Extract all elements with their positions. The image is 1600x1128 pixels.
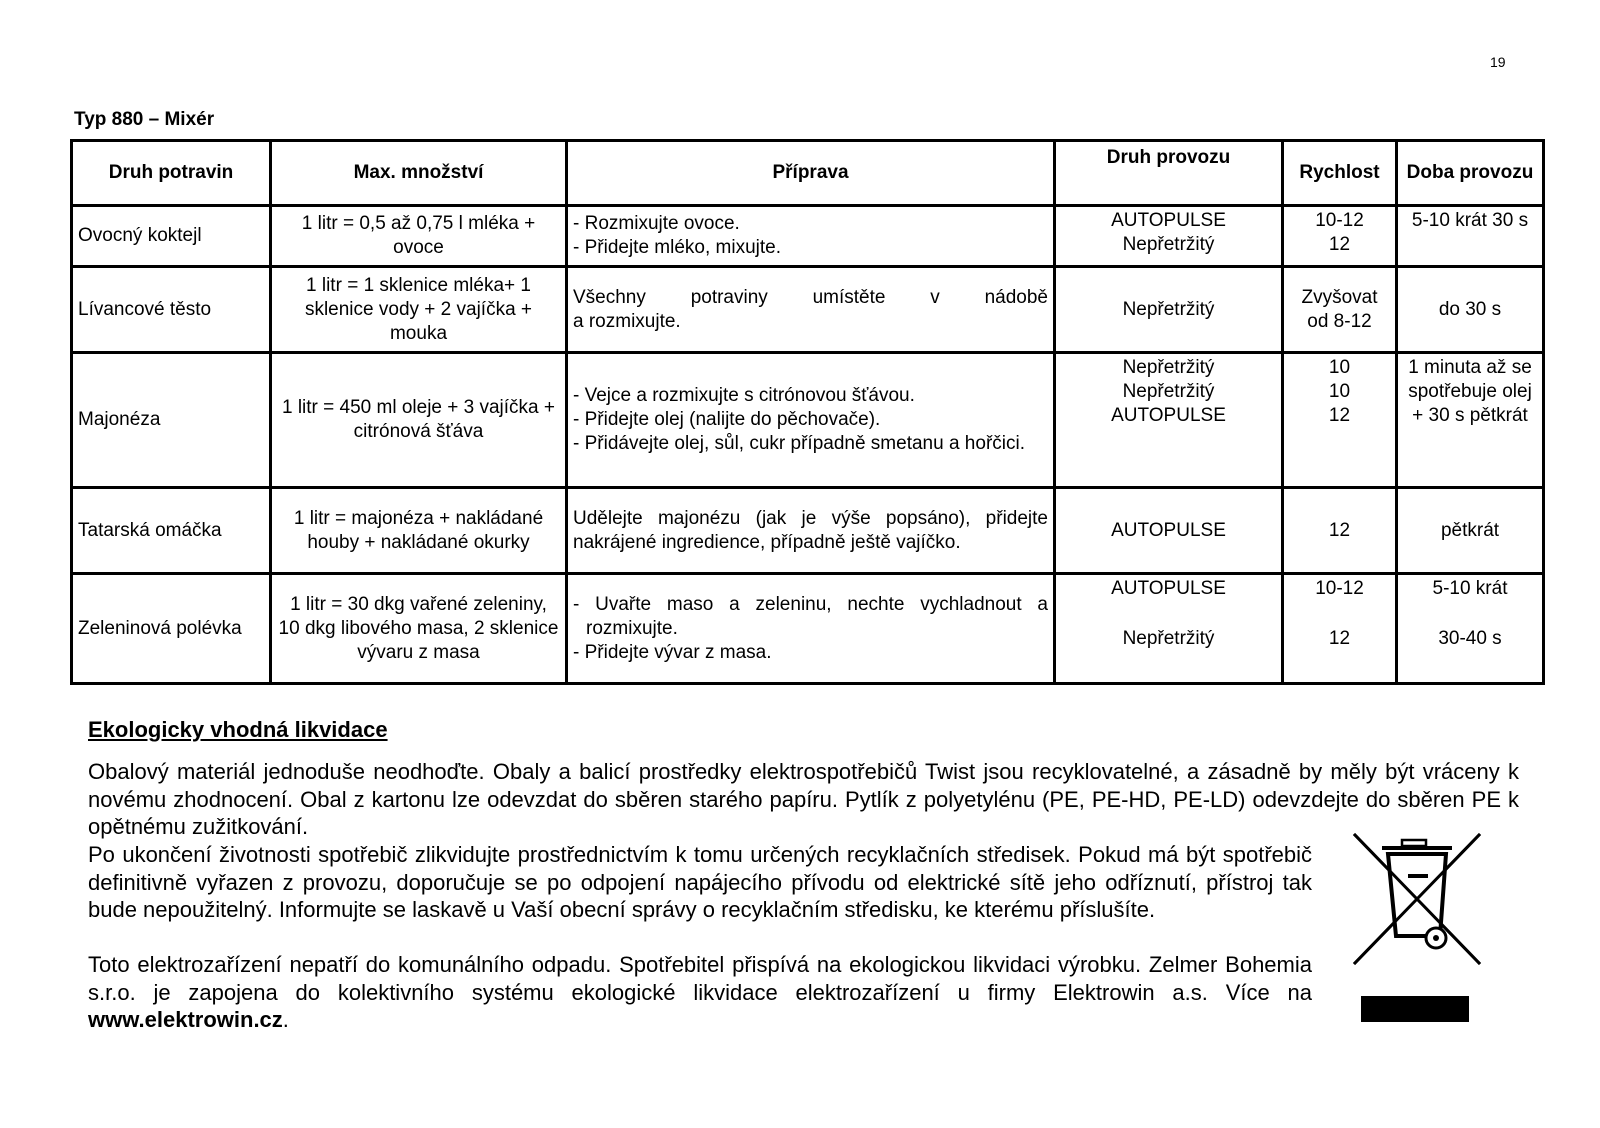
table-row: [72, 206, 1544, 267]
mixer-table: [70, 139, 1545, 685]
eco-disposal-heading: Ekologicky vhodná likvidace: [88, 717, 388, 742]
mode-line: Nepřetržitý: [1122, 298, 1215, 320]
amount-cell: 1 litr = 0,5 až 0,75 l mléka + ovoce: [271, 206, 567, 267]
mode-line: AUTOPULSE: [1111, 519, 1226, 541]
prep-line: Všechny potraviny umístěte v nádobě: [573, 286, 1048, 308]
mode-line: Nepřetržitý: [1122, 381, 1215, 402]
prep-cell: [567, 353, 1055, 488]
speed-line: Zvyšovat: [1301, 286, 1378, 308]
prep-line: - Uvařte maso a zeleninu, nechte vychladnout a rozmixujte.: [573, 593, 1048, 639]
eco-paragraph-packaging: Obalový materiál jednoduše neodhoďte. Obaly a balicí prostředky elektrospotřebičů Twist jsou recyklovatelné, a zásadně by měly být vráceny k novému zhodnocení. Obal z kartonu lze odevzdat do sběren starého papíru. Pytlík z polyetylénu (PE, PE-HD, PE-LD) odevzdejte do sběren PE k opětnému zužitkování.: [88, 759, 1519, 839]
table-row: [72, 267, 1544, 353]
amount-cell: 1 litr = 1 sklenice mléka+ 1 sklenice vody + 2 vajíčka + mouka: [271, 267, 567, 353]
prep-line: - Přidávejte olej, sůl, cukr případně smetanu a hořčici.: [573, 433, 1025, 454]
speed-line: 12: [1328, 628, 1351, 649]
time-cell: do 30 s: [1397, 267, 1544, 353]
speed-line: 10-12: [1315, 578, 1364, 599]
time-cell: 5-10 krát 30 s: [1397, 206, 1544, 267]
time-cell: 1 minuta až se spotřebuje olej + 30 s pětkrát: [1397, 353, 1544, 488]
amount-cell: 1 litr = 30 dkg vařené zeleniny, 10 dkg libového masa, 2 sklenice vývaru z masa: [271, 574, 567, 684]
prep-line: - Vejce a rozmixujte s citrónovou šťávou.: [573, 385, 915, 406]
time-cell: [1397, 574, 1544, 684]
eco-collection-end: .: [282, 1007, 289, 1032]
mode-line: AUTOPULSE: [1111, 210, 1226, 231]
elektrowin-link[interactable]: www.elektrowin.cz: [88, 1007, 283, 1032]
prep-line: - Přidejte vývar z masa.: [573, 641, 772, 663]
speed-line: od 8-12: [1307, 310, 1372, 332]
mode-cell: [1055, 267, 1283, 353]
crossed-out-wheeled-bin-icon: [1352, 832, 1482, 966]
prep-line: a rozmixujte.: [573, 310, 681, 332]
mode-cell: [1055, 206, 1283, 267]
header-time: Doba provozu: [1397, 141, 1544, 206]
speed-cell: [1283, 574, 1397, 684]
prep-line: - Rozmixujte ovoce.: [573, 213, 740, 234]
mode-line: Nepřetržitý: [1122, 357, 1215, 378]
speed-line: 10-12: [1315, 210, 1364, 231]
food-cell: Tatarská omáčka: [72, 488, 271, 574]
time-cell: pětkrát: [1397, 488, 1544, 574]
mode-cell: [1055, 488, 1283, 574]
mode-cell: [1055, 353, 1283, 488]
time-line: 30-40 s: [1438, 628, 1502, 649]
speed-line: 12: [1328, 234, 1351, 255]
table-row: [72, 574, 1544, 684]
food-cell: Zeleninová polévka: [72, 574, 271, 684]
eco-collection-text: Toto elektrozařízení nepatří do komunálního odpadu. Spotřebitel přispívá na ekologickou likvidaci výrobku. Zelmer Bohemia s.r.o. je zapojena do kolektivního systému ekologické likvidace elektrozařízení u firmy Elektrowin a.s. Více na: [88, 952, 1312, 1005]
eco-paragraph-collection: [88, 951, 1312, 1034]
food-cell: Majonéza: [72, 353, 271, 488]
prep-cell: Udělejte majonézu (jak je výše popsáno), přidejte nakrájené ingredience, případně ještě vajíčko.: [567, 488, 1055, 574]
speed-line: 10: [1328, 381, 1351, 402]
separate-collection-bar: [1361, 996, 1469, 1022]
time-line: 5-10 krát: [1432, 578, 1508, 599]
speed-cell: [1283, 488, 1397, 574]
mode-cell: [1055, 574, 1283, 684]
table-header-row: [72, 141, 1544, 206]
prep-cell: [567, 206, 1055, 267]
page-number: 19: [1490, 54, 1506, 70]
speed-cell: [1283, 206, 1397, 267]
prep-line: - Přidejte olej (nalijte do pěchovače).: [573, 409, 881, 430]
prep-line: - Přidejte mléko, mixujte.: [573, 237, 782, 258]
speed-line: 10: [1328, 357, 1351, 378]
eco-paragraph-end-of-life: Po ukončení životnosti spotřebič zlikvidujte prostřednictvím k tomu určených recyklačních středisek. Pokud má být spotřebič definitivně vyřazen z provozu, doporučuje se po odpojení napájecího přívodu od elektrické sítě jeho odříznutí, přístroj tak bude nepoužitelný. Informujte se laskavě u Vaší obecní správy o recyklačním středisku, ke kterému příslušíte.: [88, 842, 1312, 922]
table-title: Typ 880 – Mixér: [74, 109, 215, 130]
mode-line: Nepřetržitý: [1122, 234, 1215, 255]
header-amount: Max. množství: [271, 141, 567, 206]
mode-line: AUTOPULSE: [1111, 405, 1226, 426]
food-cell: Ovocný koktejl: [72, 206, 271, 267]
table-row: [72, 488, 1544, 574]
speed-cell: [1283, 267, 1397, 353]
speed-cell: [1283, 353, 1397, 488]
header-prep: Příprava: [567, 141, 1055, 206]
mode-line: Nepřetržitý: [1122, 628, 1215, 649]
header-food: Druh potravin: [72, 141, 271, 206]
mode-line: AUTOPULSE: [1111, 578, 1226, 599]
table-row: [72, 353, 1544, 488]
prep-cell: [567, 267, 1055, 353]
header-mode: Druh provozu: [1055, 141, 1283, 206]
prep-cell: [567, 574, 1055, 684]
amount-cell: 1 litr = majonéza + nakládané houby + nakládané okurky: [271, 488, 567, 574]
header-speed: Rychlost: [1283, 141, 1397, 206]
food-cell: Lívancové těsto: [72, 267, 271, 353]
speed-line: 12: [1328, 519, 1351, 541]
amount-cell: 1 litr = 450 ml oleje + 3 vajíčka + citrónová šťáva: [271, 353, 567, 488]
speed-line: 12: [1328, 405, 1351, 426]
